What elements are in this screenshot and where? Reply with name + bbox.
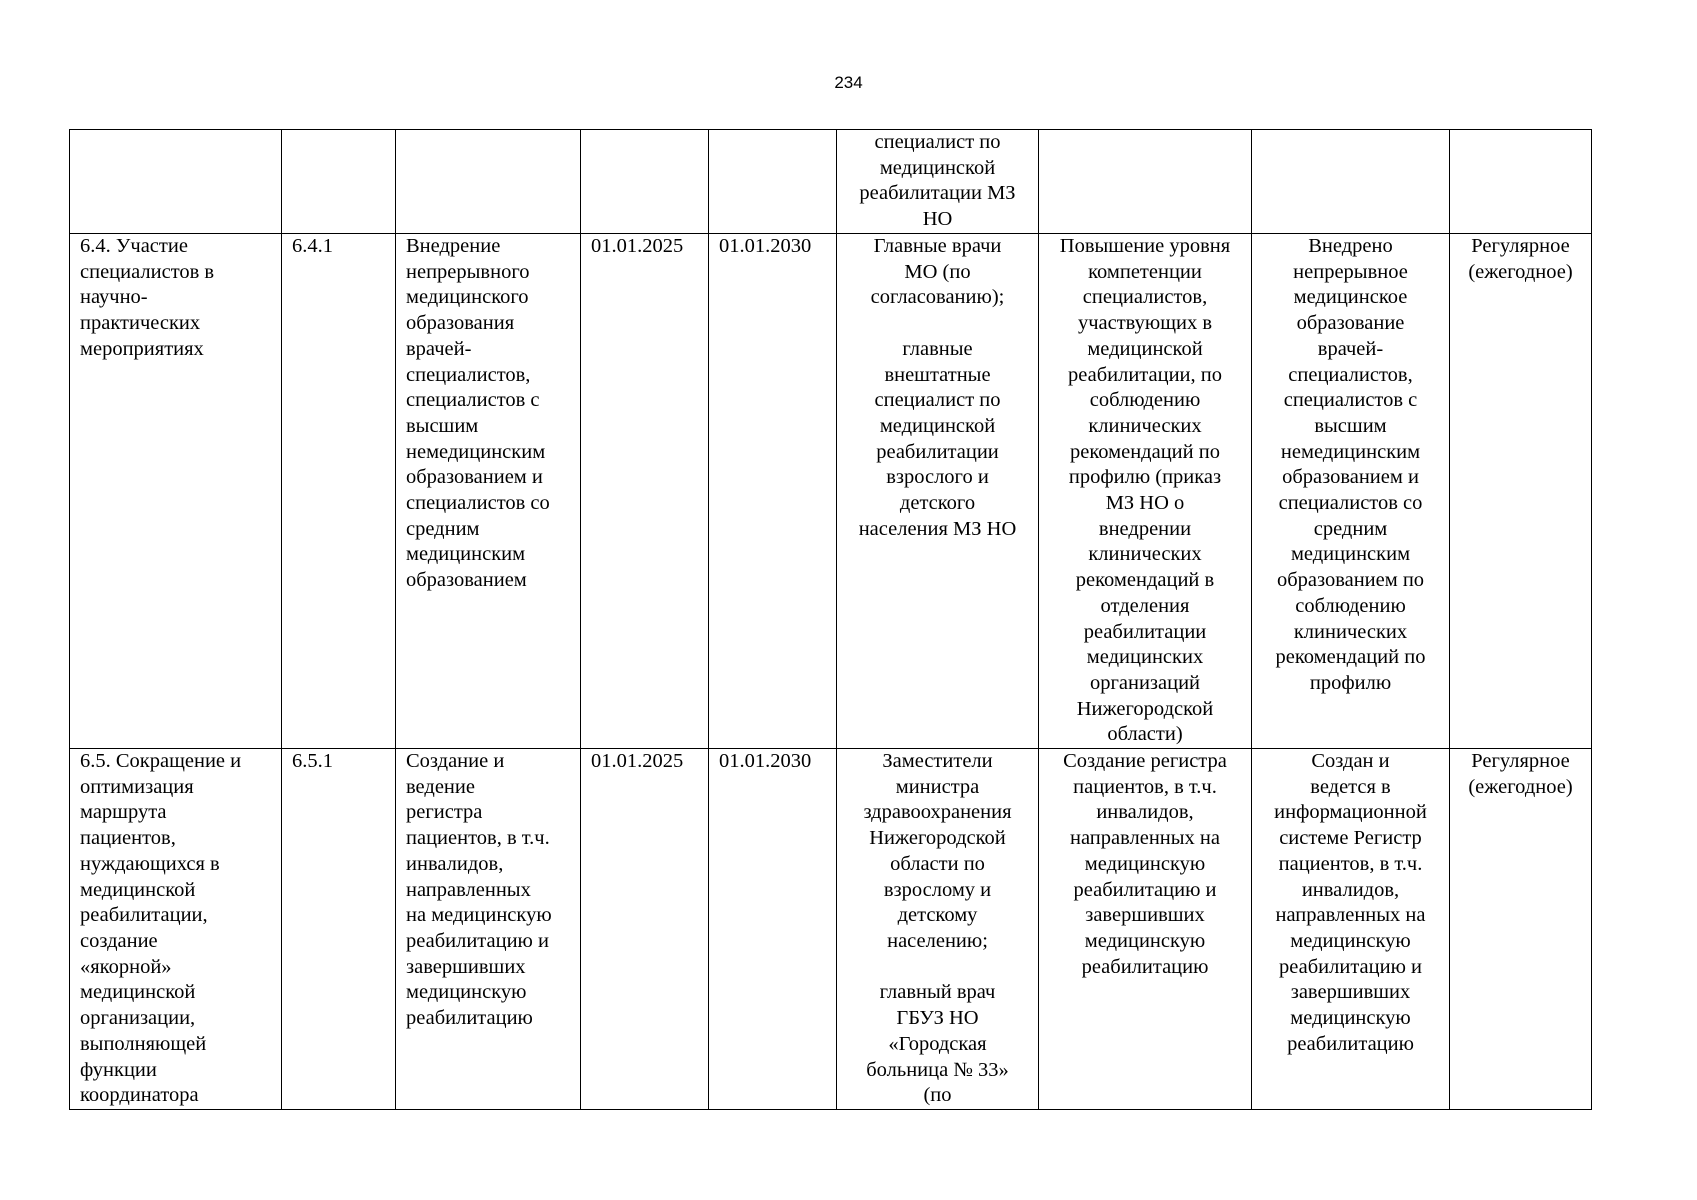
outcome-cell <box>1252 130 1450 234</box>
end-date-cell: 01.01.2030 <box>709 234 837 749</box>
outcome-cell: Внедрено непрерывное медицинское образование врачей- специалистов, специалистов с высшим немедицинским образованием и специалистов со средним медицинским образованием по соблюдению клинических рекомендаций по профилю <box>1252 234 1450 749</box>
page-number: 234 <box>834 73 863 92</box>
task-cell <box>70 130 282 234</box>
start-date-cell <box>581 130 709 234</box>
outcome-cell: Создан и ведется в информационной системе Регистр пациентов, в т.ч. инвалидов, направленных на медицинскую реабилитацию и завершивших медицинскую реабилитацию <box>1252 749 1450 1110</box>
result-description-cell <box>1039 130 1252 234</box>
task-cell: 6.4. Участие специалистов в научно- практических мероприятиях <box>70 234 282 749</box>
activity-cell: Создание и ведение регистра пациентов, в т.ч. инвалидов, направленных на медицинскую реабилитацию и завершивших медицинскую реабилитацию <box>396 749 581 1110</box>
code-cell: 6.5.1 <box>282 749 396 1110</box>
periodicity-cell: Регулярное (ежегодное) <box>1450 749 1592 1110</box>
code-cell <box>282 130 396 234</box>
activity-cell <box>396 130 581 234</box>
start-date-cell: 01.01.2025 <box>581 749 709 1110</box>
responsible-cell: Заместители министра здравоохранения Нижегородской области по взрослому и детскому населению; главный врач ГБУЗ НО «Городская больница № 33» (по <box>837 749 1039 1110</box>
activities-table <box>69 129 1592 1110</box>
task-cell: 6.5. Сокращение и оптимизация маршрута пациентов, нуждающихся в медицинской реабилитации, создание «якорной» медицинской организации, выполняющей функции координатора <box>70 749 282 1110</box>
table-row <box>70 234 1592 749</box>
end-date-cell <box>709 130 837 234</box>
end-date-cell: 01.01.2030 <box>709 749 837 1110</box>
start-date-cell: 01.01.2025 <box>581 234 709 749</box>
periodicity-cell: Регулярное (ежегодное) <box>1450 234 1592 749</box>
table-row <box>70 749 1592 1110</box>
responsible-cell: специалист по медицинской реабилитации МЗ НО <box>837 130 1039 234</box>
periodicity-cell <box>1450 130 1592 234</box>
activity-cell: Внедрение непрерывного медицинского образования врачей- специалистов, специалистов с высшим немедицинским образованием и специалистов со средним медицинским образованием <box>396 234 581 749</box>
code-cell: 6.4.1 <box>282 234 396 749</box>
result-description-cell: Повышение уровня компетенции специалистов, участвующих в медицинской реабилитации, по соблюдению клинических рекомендаций по профилю (приказ МЗ НО о внедрении клинических рекомендаций в отделения реабилитации медицинских организаций Нижегородской области) <box>1039 234 1252 749</box>
responsible-cell: Главные врачи МО (по согласованию); главные внештатные специалист по медицинской реабилитации взрослого и детского населения МЗ НО <box>837 234 1039 749</box>
result-description-cell: Создание регистра пациентов, в т.ч. инвалидов, направленных на медицинскую реабилитацию и завершивших медицинскую реабилитацию <box>1039 749 1252 1110</box>
table-row <box>70 130 1592 234</box>
